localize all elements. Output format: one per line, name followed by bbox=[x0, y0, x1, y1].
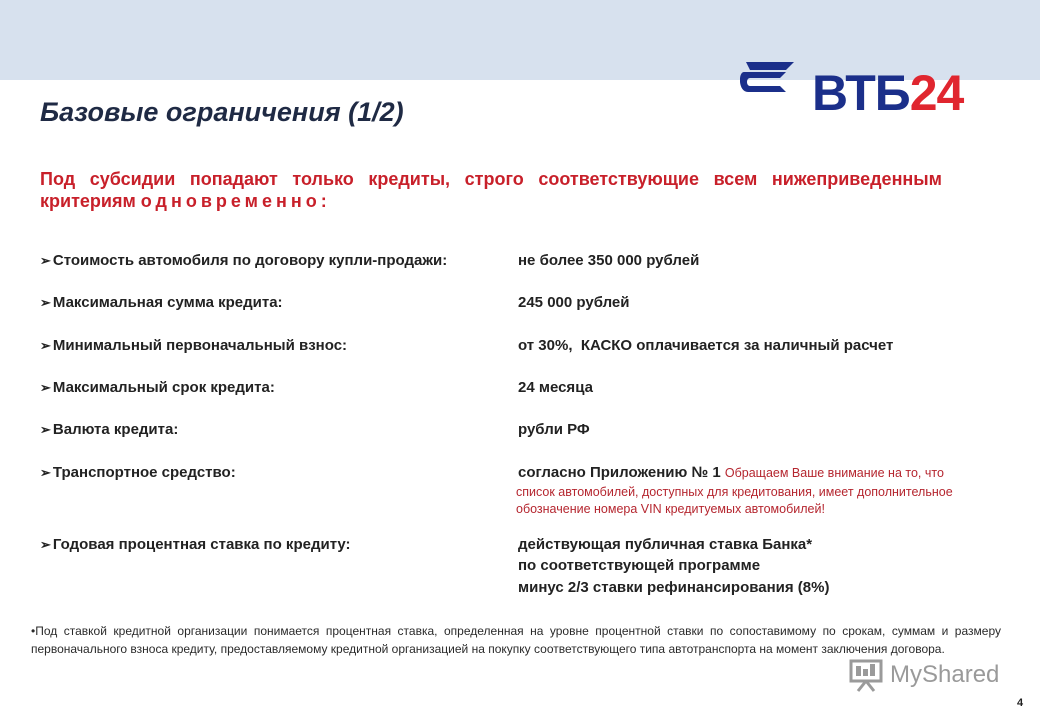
arrow-bullet-icon: ➢ bbox=[40, 422, 51, 437]
page-title: Базовые ограничения (1/2) bbox=[40, 97, 404, 127]
criterion-label: ➢ Стоимость автомобиля по договору купли-продажи: bbox=[40, 252, 448, 269]
criterion-value: не более 350 000 рублей bbox=[518, 252, 700, 269]
arrow-bullet-icon: ➢ bbox=[40, 338, 51, 353]
watermark-text: MyShared bbox=[890, 661, 1000, 688]
arrow-bullet-icon: ➢ bbox=[40, 537, 51, 552]
logo-prefix: ВТБ bbox=[812, 65, 910, 121]
criterion-value: 245 000 рублей bbox=[518, 294, 630, 311]
logo-number: 24 bbox=[909, 65, 964, 121]
arrow-bullet-icon: ➢ bbox=[40, 295, 51, 310]
vin-note-line-1: Обращаем Ваше внимание на то, что bbox=[724, 466, 944, 480]
criterion-value bbox=[518, 464, 944, 481]
arrow-bullet-icon: ➢ bbox=[40, 465, 51, 480]
intro-line-2-spaced: одновременно: bbox=[140, 191, 331, 211]
vtb-emblem-icon bbox=[740, 58, 800, 102]
rate-value-line-2: по соответствующей программе bbox=[518, 557, 761, 574]
arrow-bullet-icon: ➢ bbox=[40, 380, 51, 395]
logo-wordmark bbox=[812, 65, 964, 121]
vin-note-line-3: обозначение номера VIN кредитуемых автомобилей! bbox=[516, 502, 825, 516]
intro-line-2-start: критериям bbox=[40, 191, 141, 211]
intro-text bbox=[40, 168, 942, 212]
presentation-board-icon bbox=[848, 657, 884, 693]
criterion-label: ➢ Транспортное средство: bbox=[40, 464, 236, 481]
intro-line-1: Под субсидии попадают только кредиты, строго соответствующие всем нижеприведенным bbox=[40, 169, 942, 189]
criterion-label: ➢ Минимальный первоначальный взнос: bbox=[40, 337, 348, 354]
criterion-label: ➢ Максимальная сумма кредита: bbox=[40, 294, 283, 311]
intro-line-2 bbox=[40, 190, 942, 212]
criterion-label: ➢ Валюта кредита: bbox=[40, 421, 179, 438]
rate-value-line-3: минус 2/3 ставки рефинансирования (8%) bbox=[518, 579, 830, 596]
criterion-value-text: согласно Приложению № 1 bbox=[518, 464, 721, 481]
vin-note-line-2: список автомобилей, доступных для кредитования, имеет дополнительное bbox=[516, 485, 953, 499]
criterion-value: рубли РФ bbox=[518, 421, 590, 438]
rate-value-line-1: действующая публичная ставка Банка* bbox=[518, 536, 813, 553]
footnote: •Под ставкой кредитной организации понимается процентная ставка, определенная на уровне процентной ставки по сопоставимому по срокам, суммам и размеру первоначального взноса кредиту, предоставляемому кредитной организацией на покупку соответствующего типа автотранспорта на момент заключения договора. bbox=[31, 624, 1001, 656]
criterion-label: ➢ Максимальный срок кредита: bbox=[40, 379, 275, 396]
criterion-value: 24 месяца bbox=[518, 379, 593, 396]
vtb24-logo bbox=[740, 58, 990, 128]
page-number: 4 bbox=[1017, 697, 1024, 709]
arrow-bullet-icon: ➢ bbox=[40, 253, 51, 268]
myshared-watermark bbox=[848, 655, 1008, 693]
criterion-label: ➢ Годовая процентная ставка по кредиту: bbox=[40, 536, 351, 553]
criterion-value: от 30%, КАСКО оплачивается за наличный расчет bbox=[518, 337, 894, 354]
